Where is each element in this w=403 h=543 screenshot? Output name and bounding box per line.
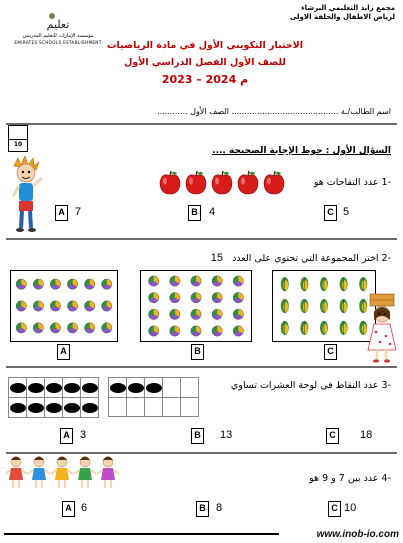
question-1-number: -1 (381, 177, 391, 188)
counter-dot (10, 383, 26, 393)
q2-group-c[interactable] (272, 270, 376, 342)
ten-frame-cell (63, 398, 81, 418)
counter-dot (64, 403, 80, 413)
grade-field[interactable]: ............ (157, 107, 188, 116)
leaf-icon (281, 299, 289, 313)
ten-frame-cell (27, 398, 45, 418)
q1-option-b-value[interactable]: 4 (209, 206, 216, 218)
ten-frame-cell (145, 378, 163, 398)
ball-icon (233, 276, 243, 286)
score-value: 10 (13, 141, 23, 148)
ten-frame-cell (45, 398, 63, 418)
kid-figure (6, 457, 27, 489)
q1-option-b-box[interactable]: B (188, 205, 201, 221)
counter-dot (28, 403, 44, 413)
section-title: السؤال الأول : حوط الإجابة الصحيحة .... (212, 146, 391, 156)
ball-icon (191, 292, 201, 302)
ten-frame-cell (9, 398, 27, 418)
ball-icon (148, 292, 158, 302)
counter-dot (46, 383, 62, 393)
question-4-label: عدد بين 7 و 9 هو (309, 473, 379, 484)
logo (8, 10, 108, 45)
kid-figure (97, 457, 119, 489)
apple-icon (212, 171, 232, 194)
ten-frame-cell (127, 378, 145, 398)
ball-icon (148, 276, 158, 286)
divider (6, 123, 397, 125)
ten-frame-cell (163, 378, 181, 398)
q2-group-a[interactable] (10, 270, 118, 342)
apple-icon (238, 171, 258, 194)
student-info-row (157, 107, 391, 116)
question-2-target: 15 (210, 252, 224, 264)
counter-dot (82, 383, 98, 393)
boy-cartoon-icon (8, 156, 44, 234)
ball-icon (212, 292, 222, 302)
divider (6, 366, 397, 368)
ball-icon (102, 323, 112, 333)
divider (6, 238, 397, 240)
ten-frame-cell (27, 378, 45, 398)
ball-icon (33, 301, 43, 311)
counter-dot (128, 383, 144, 393)
question-3-number: -3 (381, 380, 391, 391)
ten-frame-cell (81, 378, 99, 398)
q2-option-b-box[interactable]: B (191, 344, 204, 360)
school-name (290, 4, 395, 22)
q3-option-b-value[interactable]: 13 (220, 429, 233, 441)
ball-icon (67, 323, 77, 333)
ball-icon (233, 292, 243, 302)
ball-icon (233, 326, 243, 336)
kid-figure (28, 457, 50, 489)
counter-dot (10, 403, 26, 413)
apple-icon (186, 171, 206, 194)
ball-icon (67, 279, 77, 289)
ball-icon (170, 292, 180, 302)
apple-group (158, 170, 288, 196)
ten-frame-cell (9, 378, 27, 398)
question-2-text (211, 252, 391, 264)
q2-option-a-box[interactable]: A (57, 344, 70, 360)
q1-option-a-value[interactable]: 7 (75, 206, 82, 218)
question-3-text (231, 380, 391, 391)
q2-option-c-box[interactable]: C (324, 344, 337, 360)
ball-icon (33, 323, 43, 333)
ten-frame-cell (109, 398, 127, 417)
student-name-label: اسم الطالب/ـة (340, 107, 391, 116)
ball-icon (50, 301, 60, 311)
q4-option-a-box[interactable]: A (62, 501, 75, 517)
ball-icon (170, 309, 180, 319)
ball-icon (212, 276, 222, 286)
ball-icon (148, 326, 158, 336)
question-2-label: اختر المجموعة التي تحتوي على العدد (232, 253, 379, 264)
logo-arabic: مؤسسة الإمارات للتعليم المدرسي (22, 33, 94, 39)
q4-option-a-value[interactable]: 6 (81, 502, 88, 514)
counter-dot (46, 403, 62, 413)
logo-icon (44, 10, 72, 32)
q1-option-c-value[interactable]: 5 (343, 206, 350, 218)
school-line-2: لرياض الاطفال والحلقة الاولى (289, 12, 395, 21)
counter-dot (110, 383, 126, 393)
question-1-label: عدد التفاحات هو (313, 177, 379, 188)
girl-cartoon-icon (366, 292, 400, 364)
divider (6, 452, 397, 454)
ball-icon (33, 279, 43, 289)
counter-dot (28, 383, 44, 393)
apple-icon (264, 171, 284, 194)
question-1-text (314, 177, 391, 188)
leaf-icon (340, 321, 348, 335)
logo-english: EMIRATES SCHOOLS ESTABLISHMENT (14, 40, 102, 45)
ten-frame-cell (63, 378, 81, 398)
question-3-label: عدد النقاط في لوحة العشرات تساوي (230, 380, 379, 391)
q3-option-a-box[interactable]: A (60, 428, 73, 444)
ball-icon (50, 323, 60, 333)
leaf-icon (320, 321, 328, 335)
q2-group-b[interactable] (140, 270, 252, 342)
ball-icon (67, 301, 77, 311)
leaf-icon (320, 299, 328, 313)
leaf-icon (359, 277, 367, 291)
ten-frame-cell (127, 398, 145, 417)
counter-dot (64, 383, 80, 393)
ball-icon (212, 326, 222, 336)
ball-icon (191, 276, 201, 286)
question-4-number: -4 (381, 473, 391, 484)
q3-option-c-box[interactable]: C (326, 428, 339, 444)
counter-dot (146, 383, 162, 393)
ten-frame-cell (45, 378, 63, 398)
school-line-1: مجمع زايد التعليمي البرشاء (301, 4, 395, 12)
ten-frame-cell (163, 398, 181, 417)
counter-dot (82, 403, 98, 413)
q1-option-a-box[interactable]: A (55, 205, 68, 221)
grade-label: الصف الأول (190, 107, 230, 116)
ten-frame-2 (108, 377, 199, 417)
leaf-icon (281, 277, 289, 291)
score-divider (9, 139, 27, 140)
ball-icon (16, 279, 26, 289)
kid-figure (51, 457, 73, 489)
kids-row-icon (6, 456, 126, 490)
q4-option-c-value[interactable]: 10 (344, 502, 357, 514)
ball-icon (212, 309, 222, 319)
ten-frame-1 (8, 377, 99, 418)
ten-frame-cell (181, 378, 199, 398)
q4-option-c-box[interactable]: C (328, 501, 341, 517)
apple-icon (160, 171, 180, 194)
ten-frame-cell (109, 378, 127, 398)
footer-site[interactable]: www.inob-io.com (316, 529, 399, 540)
leaf-icon (320, 277, 328, 291)
q4-option-b-box[interactable]: B (196, 501, 209, 517)
leaf-icon (300, 321, 308, 335)
ball-icon (102, 301, 112, 311)
q3-option-c-value[interactable]: 18 (360, 429, 373, 441)
ball-icon (50, 279, 60, 289)
ball-icon (84, 301, 94, 311)
ball-icon (191, 326, 201, 336)
ball-icon (148, 309, 158, 319)
ball-icon (84, 279, 94, 289)
kid-figure (74, 457, 96, 489)
title-line-2: للصف الأول الفصل الدراسي الأول (124, 57, 286, 68)
logo-mark-text: تعليم (46, 18, 70, 31)
student-name-field[interactable]: .......................................... (231, 107, 339, 116)
leaf-icon (340, 277, 348, 291)
leaf-icon (300, 299, 308, 313)
ball-icon (102, 279, 112, 289)
ball-icon (170, 276, 180, 286)
q3-option-a-value[interactable]: 3 (80, 429, 87, 441)
q4-option-b-value[interactable]: 8 (216, 502, 223, 514)
footer-line (4, 533, 279, 535)
question-2-number: -2 (381, 253, 391, 264)
q1-option-c-box[interactable]: C (324, 205, 337, 221)
leaf-icon (281, 321, 289, 335)
ball-icon (84, 323, 94, 333)
leaf-icon (340, 299, 348, 313)
ball-icon (170, 326, 180, 336)
title-line-1: الاختبار التكويني الأول في مادة الرياضيات (106, 40, 304, 51)
leaf-icon (300, 277, 308, 291)
ball-icon (233, 309, 243, 319)
question-4-text (309, 473, 391, 484)
ball-icon (16, 323, 26, 333)
q3-option-b-box[interactable]: B (191, 428, 204, 444)
score-box (8, 125, 28, 152)
ten-frame-cell (145, 398, 163, 417)
ten-frame-cell (81, 398, 99, 418)
title-line-3: 2023 – 2024 م (161, 73, 249, 86)
ten-frame-cell (181, 398, 199, 417)
ball-icon (191, 309, 201, 319)
ball-icon (16, 301, 26, 311)
